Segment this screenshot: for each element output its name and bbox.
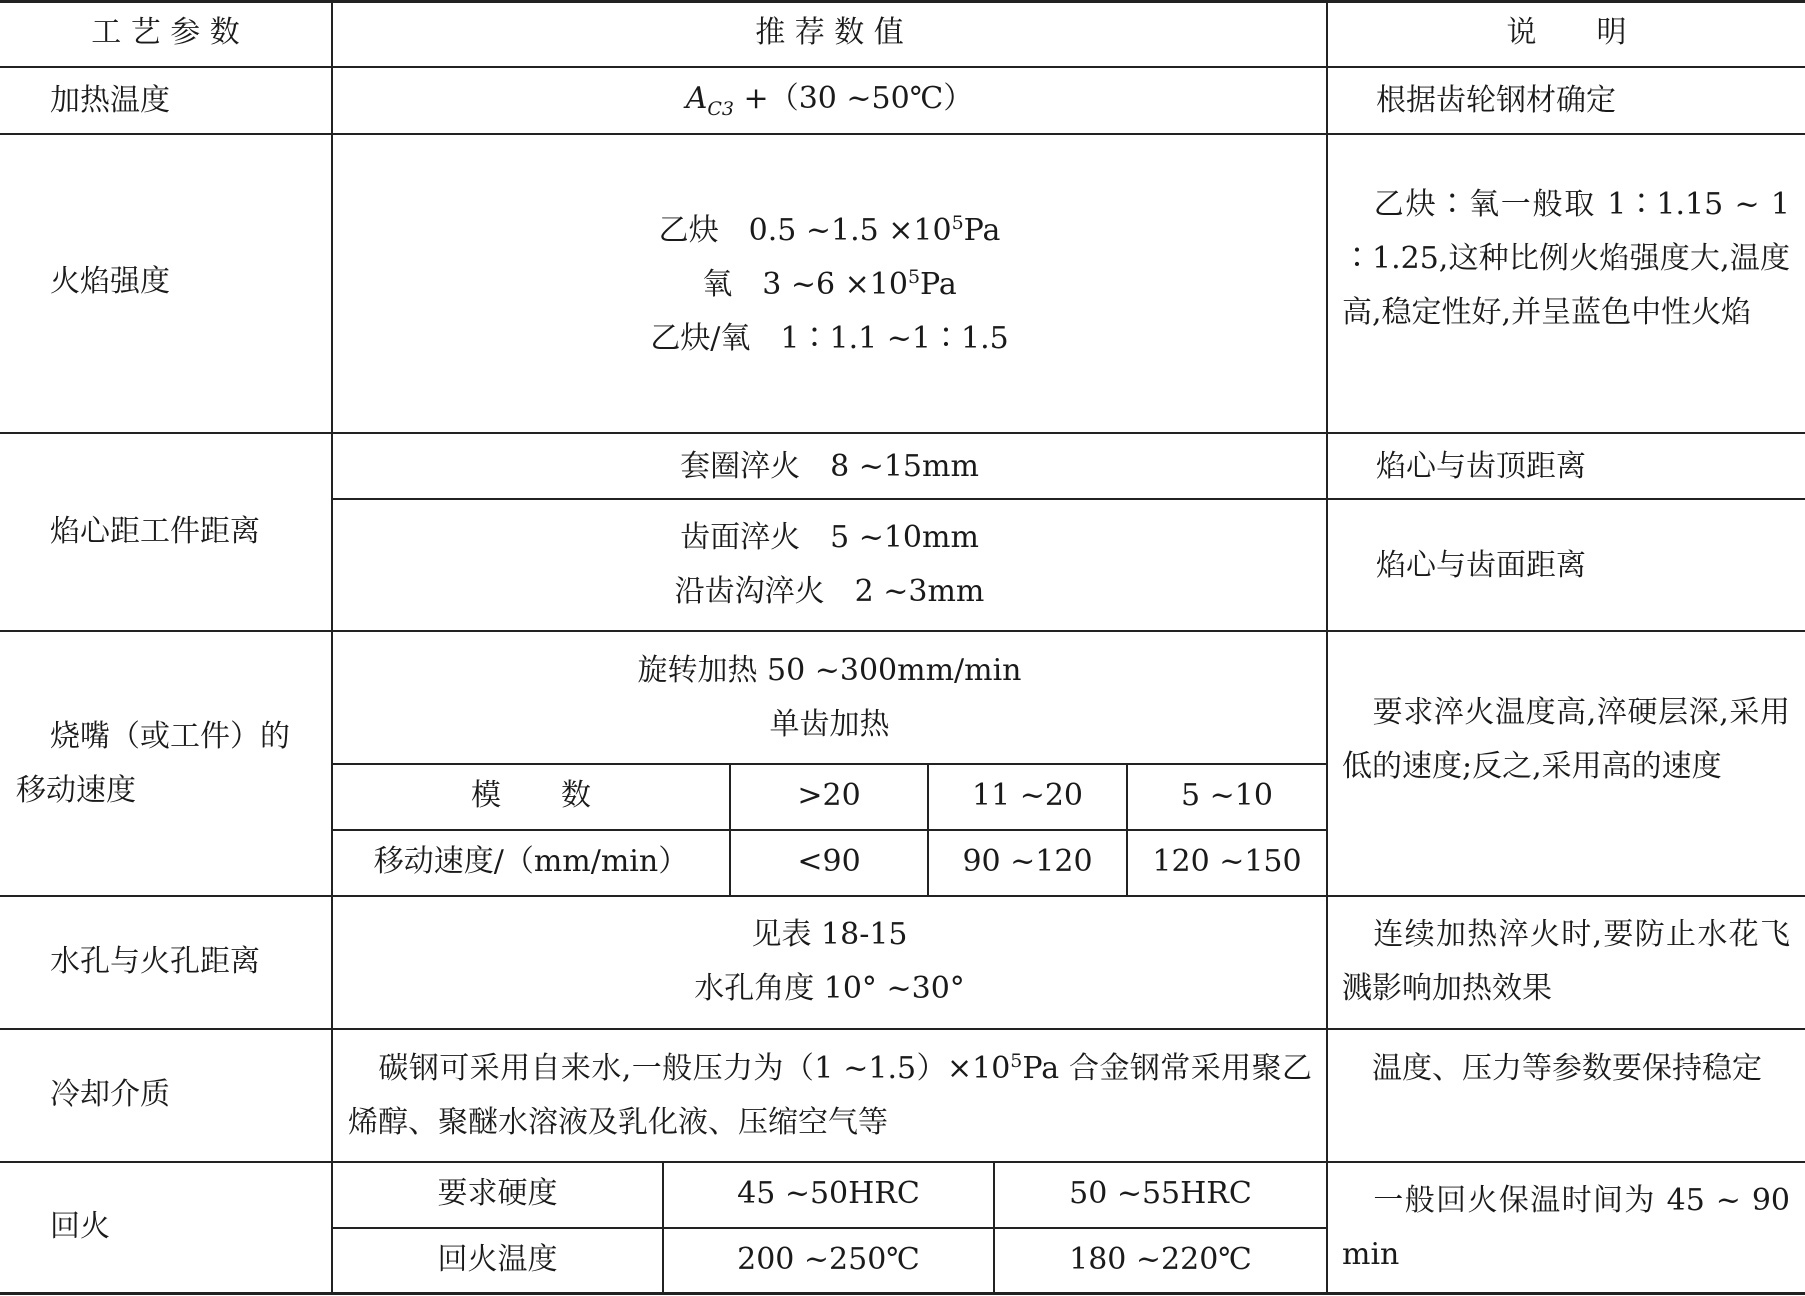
header-note: 说 明: [1506, 15, 1627, 50]
temper-hardness-45-50: 45 ~50HRC: [737, 1176, 920, 1211]
temper-temp-label: 回火温度: [437, 1242, 558, 1277]
row-divider: [332, 763, 1327, 765]
param-distance: 焰心距工件距离: [50, 514, 260, 549]
note-speed: 要求淬火温度高,淬硬层深,采用低的速度;反之,采用高的速度: [1342, 695, 1790, 784]
value-distance-ring: 套圈淬火 8 ~15mm: [680, 449, 979, 484]
row-divider: [332, 498, 1805, 500]
row-divider: [0, 1028, 1805, 1030]
speed-header-11-20: 11 ~20: [971, 778, 1084, 813]
note-hole: 连续加热淬火时,要防止水花飞溅影响加热效果: [1342, 917, 1790, 1006]
temper-hardness-label: 要求硬度: [437, 1176, 558, 1211]
note-flame: 乙炔∶氧一般取 1∶1.15 ~ 1∶1.25,这种比例火焰强度大,温度高,稳定性好,并呈蓝色中性火焰: [1342, 187, 1790, 330]
header-value: 推 荐 数 值: [755, 15, 904, 50]
value-coolant: [348, 1042, 1312, 1150]
value-distance-face: [333, 511, 1326, 619]
note-temper: 一般回火保温时间为 45 ~ 90min: [1342, 1183, 1790, 1272]
flame-line-2: 氧 3 ~6 $\times 10^5Pa$: [702, 266, 957, 302]
speed-header-module: 模 数: [471, 778, 591, 813]
param-heating: 加热温度: [50, 83, 170, 118]
row-divider: [0, 133, 1805, 135]
speed-header-gt20: >20: [797, 778, 861, 813]
speed-param-line-2: 移动速度: [16, 773, 136, 808]
speed-param-line-1: 烧嘴（或工件）的: [50, 719, 290, 754]
coolant-text-pre: 碳钢可采用自来水,一般压力为（1 ~1.5）×10: [348, 1051, 1011, 1086]
speed-header-5-10: 5 ~10: [1181, 778, 1273, 813]
row-divider: [0, 630, 1805, 632]
hole-angle-line: 水孔角度 10° ~30°: [694, 971, 965, 1006]
flame-line-1: 乙炔 0.5 ~1.5 $\times 10^5Pa$: [658, 212, 1001, 248]
note-coolant: 温度、压力等参数要保持稳定: [1342, 1051, 1762, 1086]
row-divider: [332, 829, 1327, 831]
row-divider: [0, 66, 1805, 68]
value-heating: [333, 72, 1326, 126]
row-divider: [0, 432, 1805, 434]
formula-rest: +（30 ~50℃）: [734, 81, 974, 116]
note-distance-tip: 焰心与齿顶距离: [1376, 449, 1586, 484]
coolant-text-exp: 5: [1010, 1050, 1023, 1072]
row-divider: [332, 1227, 1327, 1229]
column-divider: [1326, 0, 1328, 1295]
value-flame: [333, 204, 1326, 366]
param-speed: [16, 710, 290, 818]
row-divider: [0, 895, 1805, 897]
temper-temp-180-220: 180 ~220℃: [1069, 1242, 1252, 1277]
speed-row-120-150: 120 ~150: [1152, 844, 1302, 879]
table-bottom-rule: [0, 1292, 1805, 1295]
distance-groove-line: 沿齿沟淬火 2 ~3mm: [674, 574, 985, 609]
coolant-text-post: Pa 合金钢常采用聚乙烯醇、聚醚水溶液及乳化液、压缩空气等: [348, 1051, 1312, 1140]
hole-ref-line: 见表 18-15: [751, 917, 908, 952]
param-coolant: 冷却介质: [50, 1077, 170, 1112]
formula-subscript: C3: [707, 98, 735, 120]
note-distance-face: 焰心与齿面距离: [1376, 548, 1586, 583]
param-hole: 水孔与火孔距离: [50, 944, 260, 979]
speed-single-tooth-line: 单齿加热: [769, 707, 890, 742]
temper-temp-200-250: 200 ~250℃: [737, 1242, 920, 1277]
row-divider: [0, 1161, 1805, 1163]
param-flame: 火焰强度: [50, 264, 170, 299]
speed-row-lt90: <90: [797, 844, 861, 879]
speed-rotary-line: 旋转加热 50 ~300mm/min: [637, 653, 1022, 688]
speed-row-90-120: 90 ~120: [962, 844, 1093, 879]
value-speed: [333, 644, 1326, 752]
speed-row-label: 移动速度/（mm/min）: [373, 844, 689, 879]
note-heating: 根据齿轮钢材确定: [1376, 83, 1616, 118]
table-top-rule: [0, 0, 1805, 3]
value-hole: [333, 908, 1326, 1016]
temper-hardness-50-55: 50 ~55HRC: [1069, 1176, 1252, 1211]
param-temper: 回火: [50, 1209, 110, 1244]
formula-a: A: [685, 81, 708, 116]
header-param: 工 艺 参 数: [91, 15, 240, 50]
distance-face-line: 齿面淬火 5 ~10mm: [680, 520, 979, 555]
flame-line-3: 乙炔/氧 1∶1.1 ~1∶1.5: [650, 321, 1009, 356]
